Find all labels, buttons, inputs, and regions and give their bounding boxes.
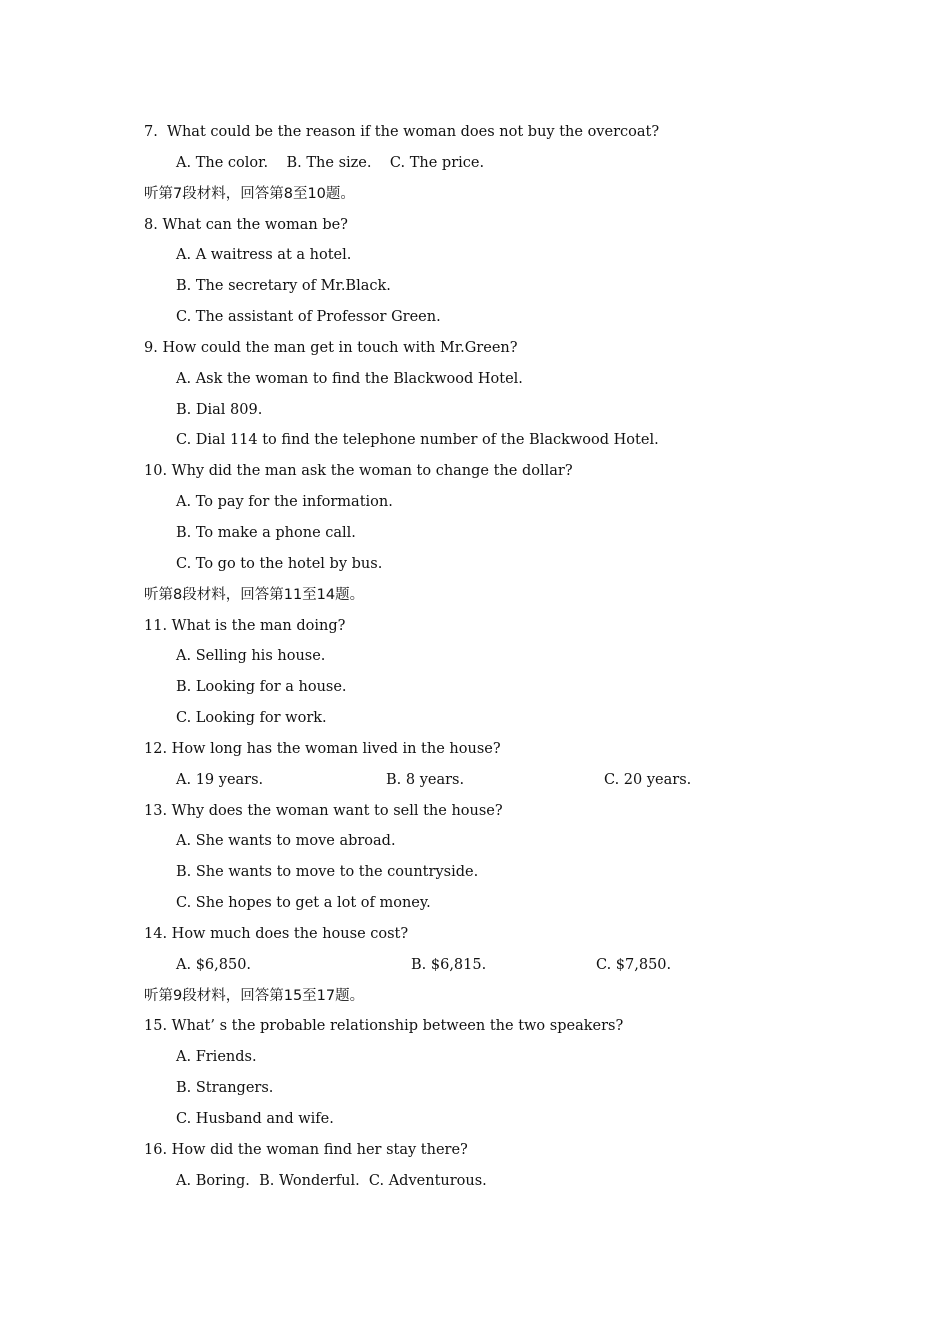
section-heading-7: 听第7段材料，回答第8至10题。 — [144, 185, 355, 202]
section-heading-9: 听第9段材料，回答第15至17题。 — [144, 987, 365, 1004]
question-14-option-b: B. $6,815. — [411, 956, 487, 973]
question-9-option-a: A. Ask the woman to find the Blackwood Hotel. — [176, 370, 523, 387]
question-16-options: A. Boring. B. Wonderful. C. Adventurous. — [176, 1172, 487, 1189]
question-8-option-b: B. The secretary of Mr.Black. — [176, 278, 391, 295]
question-8-option-c: C. The assistant of Professor Green. — [176, 309, 441, 326]
question-14-option-a: A. $6,850. — [176, 956, 252, 973]
question-10-option-b: B. To make a phone call. — [176, 524, 356, 541]
question-14-option-c: C. $7,850. — [596, 956, 672, 973]
question-10: 10. Why did the man ask the woman to change the dollar? — [144, 463, 573, 480]
question-10-option-a: A. To pay for the information. — [176, 494, 393, 511]
question-12-option-c: C. 20 years. — [604, 771, 692, 788]
question-12: 12. How long has the woman lived in the house? — [144, 740, 501, 757]
question-14-options — [0, 950, 950, 981]
question-8-option-a: A. A waitress at a hotel. — [176, 247, 352, 264]
section-heading-8: 听第8段材料，回答第11至14题。 — [144, 586, 365, 603]
question-15: 15. What’ s the probable relationship between the two speakers? — [144, 1018, 624, 1035]
question-13-option-b: B. She wants to move to the countryside. — [176, 864, 479, 881]
question-14: 14. How much does the house cost? — [144, 925, 409, 942]
question-11-option-b: B. Looking for a house. — [176, 679, 347, 696]
question-10-option-c: C. To go to the hotel by bus. — [176, 555, 383, 572]
question-7: 7. What could be the reason if the woman does not buy the overcoat? — [144, 124, 660, 140]
question-13: 13. Why does the woman want to sell the house? — [144, 802, 503, 819]
question-12-options — [0, 765, 950, 796]
question-12-option-a: A. 19 years. — [176, 771, 264, 788]
exam-page — [0, 117, 950, 1197]
question-9-option-b: B. Dial 809. — [176, 401, 263, 418]
question-16: 16. How did the woman find her stay there? — [144, 1141, 468, 1158]
question-15-option-c: C. Husband and wife. — [176, 1111, 334, 1127]
question-7-options: A. The color. B. The size. C. The price. — [176, 154, 485, 171]
question-13-option-c: C. She hopes to get a lot of money. — [176, 895, 431, 912]
question-13-option-a: A. She wants to move abroad. — [176, 833, 396, 850]
question-11-option-c: C. Looking for work. — [176, 710, 327, 727]
question-8: 8. What can the woman be? — [144, 216, 348, 233]
question-11-option-a: A. Selling his house. — [176, 648, 326, 665]
question-15-option-a: A. Friends. — [176, 1049, 257, 1066]
question-11: 11. What is the man doing? — [144, 617, 346, 634]
question-12-option-b: B. 8 years. — [386, 771, 465, 788]
question-9-option-c: C. Dial 114 to find the telephone number of the Blackwood Hotel. — [176, 432, 659, 449]
question-9: 9. How could the man get in touch with Mr.Green? — [144, 339, 518, 356]
question-15-option-b: B. Strangers. — [176, 1080, 274, 1097]
